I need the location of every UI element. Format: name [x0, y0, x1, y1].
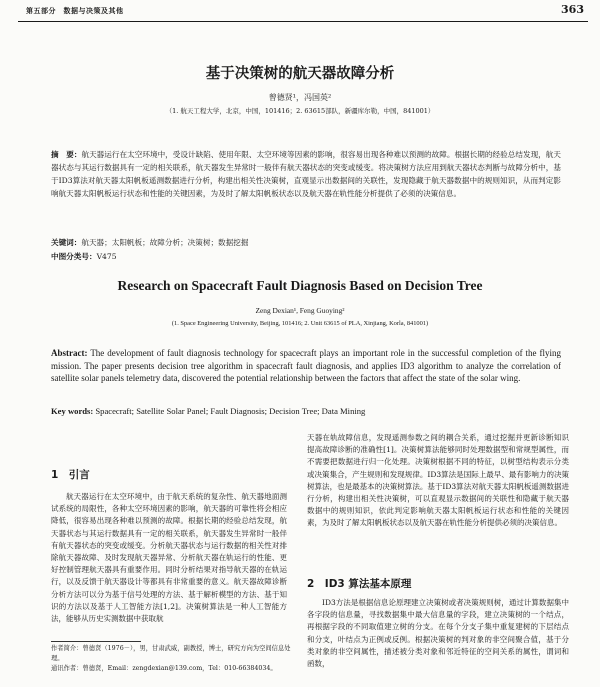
right-column-intro-continued: 天器在轨故障信息，发现遥测参数之间的耦合关系，通过挖掘并更新诊断知识提高故障诊断的准确性[1]。决策树算法能够同时处理数据型和常规型属性，而不需要把数据进行归一化处理。决策树根据不同的特征，以树型结构表示分类或决策集合，产生规则和发现规律。ID3算法是国际上最早、最有影响力的决策树算法，也是最基本的决策树算法。基于ID3算法对航天器太阳帆板遥测数据进行分析，构建出相关性决策树，可以直观显示数据间的关联性和隐藏于航天器数据中的规则知识，依此判定影响航天器太阳帆板运行状态和性能的关键因素，为及时了解太阳帆板状态以及航天器在轨性能分析提供必须的决策信息。: [307, 433, 569, 528]
abstract-label-en: Abstract:: [51, 348, 88, 358]
running-header-section: 第五部分 数据与决策及其他: [26, 7, 124, 15]
section-2-text: ID3方法是根据信息论原理建立决策树或者决策规则树，通过计算数据集中各字段的信息量，寻找数据集中最大信息量的字段，建立决策树的一个结点，再根据字段的不同取值建立树的分支。在每个分支子集中重复建树的下层结点和分支，叶结点为正例或反例。根据决策树的判对象的非空间聚合值，基于分类对象的非空间属性，描述被分类对象和邻近特征的空间关系的属性，谓词和函数，: [307, 598, 569, 669]
abstract-en: [51, 347, 561, 385]
affiliation-en: (1. Space Engineering University, Beijing, 101416; 2. Unit 63615 of PLA, Xinjiang, Korla, 841001): [171, 320, 429, 327]
abstract-label-cn: 摘 要：: [51, 150, 82, 159]
section-2-heading: 2 ID3 算法基本原理: [307, 578, 412, 590]
keywords-text-cn: 航天器；太阳帆板；故障分析；决策树；数据挖掘: [81, 238, 249, 247]
clc-label: 中图分类号：: [51, 252, 97, 261]
abstract-text-en: The development of fault diagnosis technology for spacecraft plays an important role in the successful completion of the flying mission. The paper presents decision tree algorithm in spacecraft fault diagnosis, and applies ID3 algorithm to analyze the correlation of satellite solar panels telemetry data, discovered the potential relationship between the factors that affect the state of the solar wing.: [51, 348, 561, 383]
keywords-label-en: Key words:: [51, 406, 94, 416]
section-1-text: 航天器运行在太空环境中，由于航天系统的复杂性、航天器地面测试系统的局限性，各种太空环境因素的影响，航天器的可靠性将会相应降低，很容易出现各种难以预测的故障。根据长期的经验总结发现，航天器状态与其运行数据具有一定的相关联系，航天器发生异常时一般伴有航天器状态的突变或缓变。分析航天器状态与运行数据的相关性对排除航天器故障、及时发现航天器异常、分析航天器在轨运行的性能、更好控制管理航天器具有重要作用。同时分析结果对指导航天器的在轨运行，以及反馈于航天器设计等都具有非常重要的意义。航天器故障诊断分析方法可以分为基于信号处理的方法、基于解析模型的方法、基于知识的方法以及基于人工智能方法[1,2]。决策树算法是一种人工智能方法，能够从历史实测数据中获取航: [51, 492, 287, 624]
clc-number: [51, 251, 561, 262]
paper-title-en: Research on Spacecraft Fault Diagnosis Based on Decision Tree: [117, 278, 483, 293]
footnote-rule: [51, 641, 141, 642]
keywords-label-cn: 关键词：: [51, 238, 82, 247]
keywords-cn: [51, 237, 561, 248]
header-rule: [18, 21, 588, 22]
authors-cn: 曾德贤¹，冯国英²: [268, 93, 332, 102]
keywords-en: [51, 406, 561, 416]
footnote-author-bio: 作者简介：曾德贤（1976－），男，甘肃武威，副教授，博士，研究方向为空间信息处理。: [51, 645, 291, 662]
footnote: [51, 644, 291, 674]
authors-en: Zeng Dexian¹, Feng Guoying²: [255, 306, 345, 315]
paper-title-cn: 基于决策树的航天器故障分析: [205, 66, 395, 82]
abstract-cn: [51, 148, 561, 200]
abstract-text-cn: 航天器运行在太空环境中，受设计缺陷、使用年限、太空环境等因素的影响，很容易出现各种难以预测的故障。根据长期的经验总结发现，航天器状态与其运行数据具有一定的相关联系，航天器发生异常时一般伴有航天器状态的突变或缓变。将决策树方法应用到航天器状态判断与故障分析中，基于ID3算法对航天器太阳帆板遥测数据进行分析，构建出相关性决策树，直观显示出数据间的关联性，发现隐藏于航天器数据中的规则知识，从而判定影响航天器太阳帆板运行状态和性能的关键因素，为及时了解太阳帆板状态以及航天器在轨性能分析提供了必须的决策信息。: [51, 150, 561, 198]
page-number: 363: [561, 3, 584, 16]
section-1-heading: 1 引言: [51, 469, 90, 481]
affiliation-cn: （1. 航天工程大学，北京，中国，101416；2. 63615部队，新疆库尔勒，中国，841001）: [165, 107, 435, 115]
clc-value: V475: [96, 252, 117, 261]
footnote-contact: 通讯作者：曾德贤，Email：zengdexian@139.com，Tel：010-66384034。: [51, 665, 277, 672]
keywords-text-en: Spacecraft; Satellite Solar Panel; Fault Diagnosis; Decision Tree; Data Mining: [95, 406, 366, 416]
